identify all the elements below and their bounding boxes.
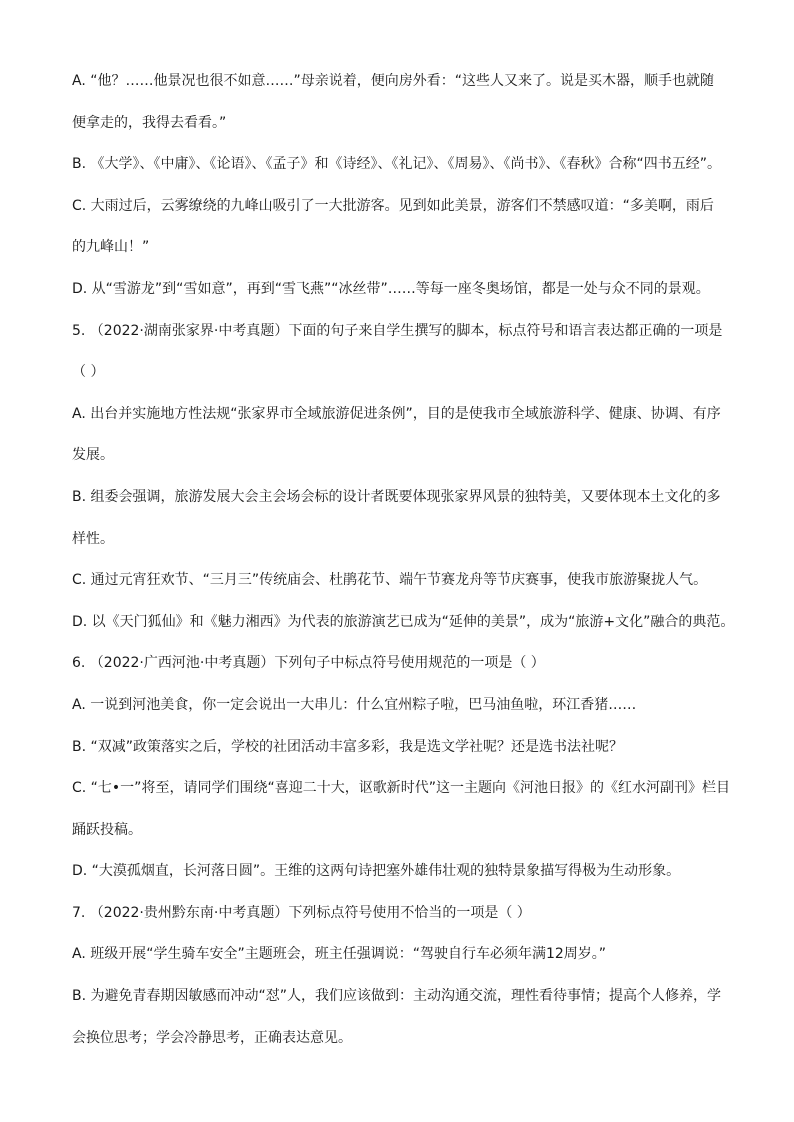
document-page <box>72 70 735 1049</box>
answer-option <box>72 860 724 882</box>
text-line: C. “七•一”将至，请同学们围绕“喜迎二十大，讴歌新时代”这一主题向《河池日报》的《红水河副刊》栏目 <box>72 780 730 797</box>
answer-option <box>72 70 724 134</box>
text-line: C. 通过元宵狂欢节、“三月三”传统庙会、杜鹃花节、端午节赛龙舟等节庆赛事，使我市旅游聚拢人气。 <box>72 572 708 589</box>
text-line: B. 为避免青春期因敏感而冲动“怼”人，我们应该做到：主动沟通交流，理性看待事情；提高个人修养，学 <box>72 988 722 1005</box>
text-line: B. “双减”政策落实之后，学校的社团活动丰富多彩，我是选文学社呢？还是选书法社呢？ <box>72 738 624 755</box>
text-line: D. 以《天门狐仙》和《魅力湘西》为代表的旅游演艺已成为“延伸的美景”，成为“旅游+文化”融合的典范。 <box>72 613 735 630</box>
document-content <box>72 70 735 1049</box>
text-line: 5. （2022·湖南张家界·中考真题）下面的句子来自学生撰写的脚本，标点符号和语言表达都正确的一项是 <box>72 322 723 339</box>
text-line: 6. （2022·广西河池·中考真题）下列句子中标点符号使用规范的一项是（ ） <box>72 655 545 672</box>
answer-option <box>72 278 724 300</box>
text-line: D. 从“雪游龙”到“雪如意”，再到“雪飞燕”“冰丝带”……等每一座冬奥场馆，都是一处与众不同的景观。 <box>72 280 710 297</box>
text-line: 会换位思考；学会冷静思考，正确表达意见。 <box>72 1029 352 1046</box>
text-line: B. 《大学》、《中庸》、《论语》、《孟子》和《诗经》、《礼记》、《周易》、《尚书》、《春秋》合称“四书五经”。 <box>72 156 722 173</box>
text-line: A. 班级开展“学生骑车安全”主题班会，班主任强调说：“驾驶自行车必须年满12周岁。” <box>72 946 607 963</box>
answer-option <box>72 777 730 841</box>
answer-option <box>72 611 735 633</box>
answer-option <box>72 736 724 758</box>
answer-option <box>72 569 724 591</box>
text-line: A. 一说到河池美食，你一定会说出一大串儿：什么宜州粽子啦，巴马油鱼啦，环江香猪…… <box>72 696 637 713</box>
question-stem <box>72 652 724 674</box>
text-line: 7. （2022·贵州黔东南·中考真题）下列标点符号使用不恰当的一项是（ ） <box>72 904 531 921</box>
answer-option <box>72 694 724 716</box>
text-line: D. “大漠孤烟直，长河落日圆”。王维的这两句诗把塞外雄伟壮观的独特景象描写得极为生动形象。 <box>72 863 681 880</box>
answer-option <box>72 486 724 550</box>
answer-option <box>72 195 724 259</box>
text-line: 发展。 <box>72 447 114 464</box>
answer-option <box>72 153 724 175</box>
text-line: B. 组委会强调，旅游发展大会主会场会标的设计者既要体现张家界风景的独特美，又要体现本土文化的多 <box>72 488 721 505</box>
text-line: A. 出台并实施地方性法规“张家界市全域旅游促进条例”，目的是使我市全域旅游科学、健康、协调、有序 <box>72 405 721 422</box>
question-stem <box>72 320 724 384</box>
text-line: A. “他？……他景况也很不如意……”母亲说着，便向房外看：“这些人又来了。说是买木器，顺手也就随 <box>72 73 714 89</box>
text-line: 踊跃投稿。 <box>72 821 142 838</box>
answer-option <box>72 985 724 1049</box>
text-line: （ ） <box>72 364 105 381</box>
answer-option <box>72 943 724 965</box>
text-line: C. 大雨过后，云雾缭绕的九峰山吸引了一大批游客。见到如此美景，游客们不禁感叹道：“多美啊，雨后 <box>72 197 714 214</box>
question-stem <box>72 902 724 924</box>
text-line: 便拿走的，我得去看看。” <box>72 114 227 131</box>
text-line: 的九峰山！” <box>72 239 150 256</box>
text-line: 样性。 <box>72 530 114 547</box>
answer-option <box>72 403 724 467</box>
